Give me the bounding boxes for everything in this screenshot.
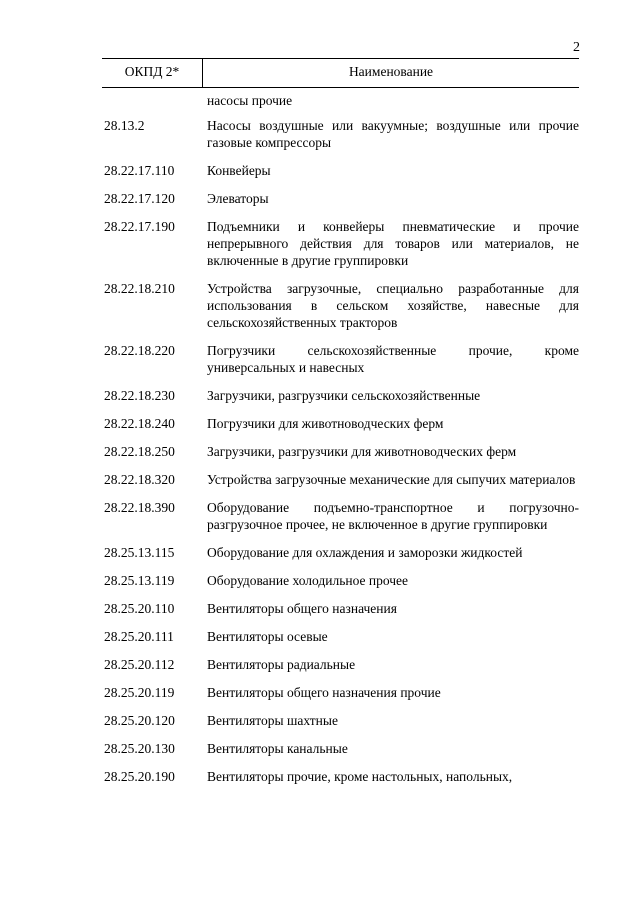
table-row — [104, 499, 579, 533]
item-name: Подъемники и конвейеры пневматические и прочие непрерывного действия для товаров или материалов, не включенные в другие группировки — [207, 219, 579, 268]
item-name: Вентиляторы общего назначения — [207, 601, 397, 616]
table-row — [104, 544, 579, 561]
okpd-code: 28.22.18.220 — [104, 343, 175, 358]
table-row — [104, 342, 579, 376]
table-row — [104, 712, 579, 729]
okpd-code: 28.25.20.111 — [104, 629, 174, 644]
item-name: Погрузчики сельскохозяйственные прочие, кроме универсальных и навесных — [207, 343, 579, 375]
item-name: Устройства загрузочные, специально разработанные для использования в сельском хозяйстве, навесные для сельскохозяйственных тракторов — [207, 281, 579, 330]
item-name: Вентиляторы шахтные — [207, 713, 338, 728]
okpd-code: 28.22.18.390 — [104, 500, 175, 515]
okpd-code: 28.25.20.112 — [104, 657, 175, 672]
okpd-code: 28.22.17.120 — [104, 191, 175, 206]
item-name: Вентиляторы общего назначения прочие — [207, 685, 441, 700]
okpd-code: 28.25.20.130 — [104, 741, 175, 756]
okpd-code: 28.25.20.119 — [104, 685, 175, 700]
okpd-code: 28.22.18.240 — [104, 416, 175, 431]
item-name: Загрузчики, разгрузчики для животноводческих ферм — [207, 444, 517, 459]
item-name: насосы прочие — [207, 93, 293, 108]
table-header-top-rule — [102, 58, 579, 59]
table-header-bottom-rule — [102, 87, 579, 88]
item-name: Погрузчики для животноводческих ферм — [207, 416, 444, 431]
table-row — [104, 768, 579, 785]
okpd-code: 28.22.17.190 — [104, 219, 175, 234]
column-header-code: ОКПД 2* — [124, 64, 180, 79]
table-row — [104, 471, 579, 488]
table-row — [104, 92, 579, 109]
table-body — [104, 92, 579, 785]
okpd-code: 28.25.13.119 — [104, 573, 175, 588]
item-name: Насосы воздушные или вакуумные; воздушные или прочие газовые компрессоры — [207, 118, 579, 150]
item-name: Оборудование холодильное прочее — [207, 573, 409, 588]
table-row — [104, 162, 579, 179]
okpd-code: 28.25.20.190 — [104, 769, 175, 784]
table-row — [104, 684, 579, 701]
table-row — [104, 443, 579, 460]
item-name: Элеваторы — [207, 191, 269, 206]
table-row — [104, 740, 579, 757]
table-row — [104, 415, 579, 432]
table-row — [104, 656, 579, 673]
item-name: Вентиляторы прочие, кроме настольных, напольных, — [207, 769, 513, 784]
item-name: Загрузчики, разгрузчики сельскохозяйственные — [207, 388, 481, 403]
item-name: Устройства загрузочные механические для сыпучих материалов — [207, 472, 576, 487]
okpd-code: 28.22.17.110 — [104, 163, 175, 178]
okpd-code: 28.22.18.320 — [104, 472, 175, 487]
table-row — [104, 628, 579, 645]
okpd-code: 28.25.20.120 — [104, 713, 175, 728]
okpd-code: 28.22.18.230 — [104, 388, 175, 403]
item-name: Вентиляторы радиальные — [207, 657, 356, 672]
table-row — [104, 190, 579, 207]
item-name: Вентиляторы осевые — [207, 629, 328, 644]
page-number: 2 — [573, 40, 580, 55]
okpd-code: 28.22.18.250 — [104, 444, 175, 459]
table-row — [104, 218, 579, 269]
okpd-code: 28.25.20.110 — [104, 601, 175, 616]
table-row — [104, 117, 579, 151]
table-row — [104, 572, 579, 589]
item-name: Вентиляторы канальные — [207, 741, 348, 756]
table-row — [104, 600, 579, 617]
item-name: Конвейеры — [207, 163, 271, 178]
okpd-code: 28.22.18.210 — [104, 281, 175, 296]
table-row — [104, 280, 579, 331]
item-name: Оборудование для охлаждения и заморозки жидкостей — [207, 545, 523, 560]
column-header-name: Наименование — [348, 64, 434, 79]
okpd-code: 28.13.2 — [104, 118, 145, 133]
table-row — [104, 387, 579, 404]
okpd-code: 28.25.13.115 — [104, 545, 175, 560]
item-name: Оборудование подъемно-транспортное и погрузочно-разгрузочное прочее, не включенное в другие группировки — [207, 500, 579, 532]
